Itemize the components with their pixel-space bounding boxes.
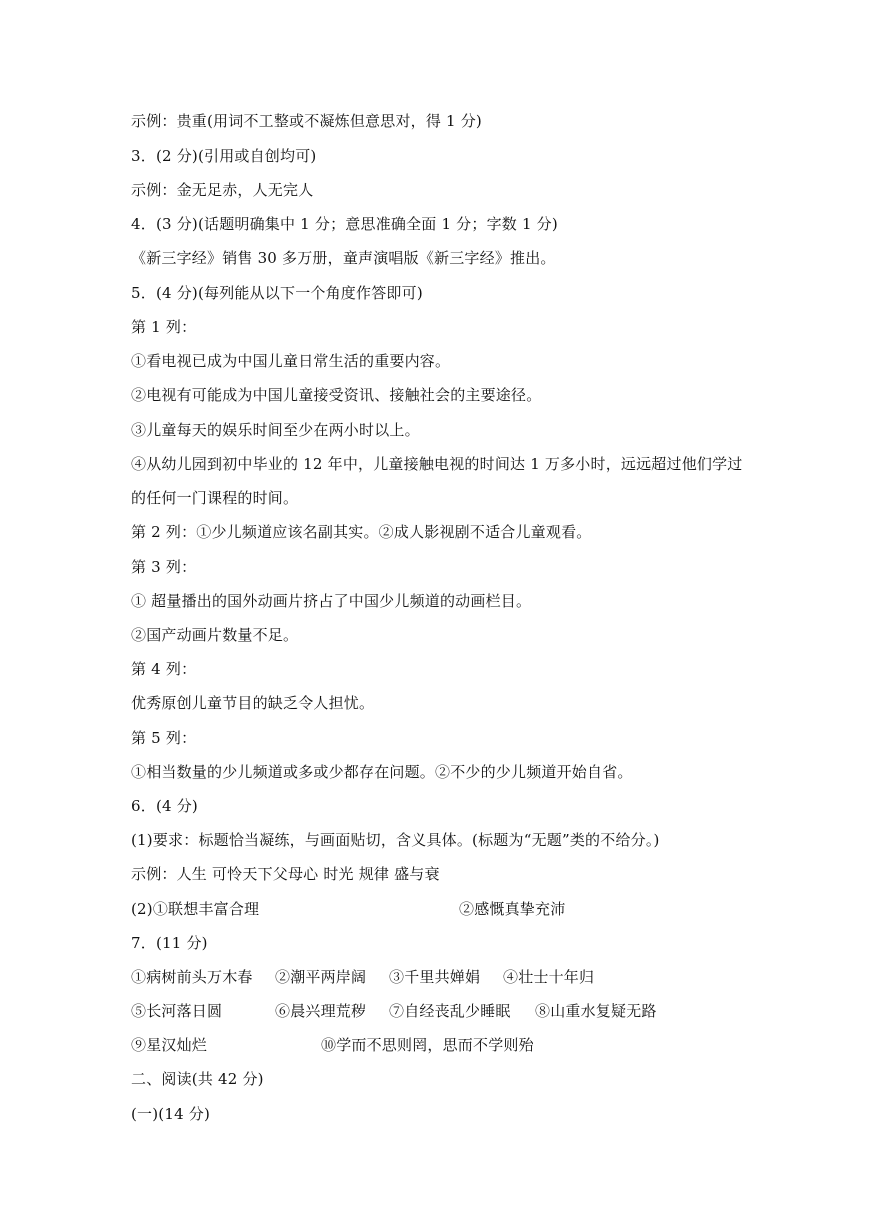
- column-4-label: 第 4 列：: [131, 660, 197, 678]
- q6-part1-examples: 示例：人生 可怜天下父母心 时光 规律 盛与衰: [131, 865, 440, 883]
- column-3-point-1: ① 超量播出的国外动画片挤占了中国少儿频道的动画栏目。: [131, 592, 532, 610]
- section-2-heading: 二、阅读(共 42 分): [131, 1070, 264, 1088]
- q7-answer-5: ⑤长河落日圆: [131, 1002, 223, 1020]
- column-5-points: ①相当数量的少儿频道或多或少都存在问题。②不少的少儿频道开始自省。: [131, 763, 633, 781]
- column-1-point-3: ③儿童每天的娱乐时间至少在两小时以上。: [131, 421, 420, 439]
- q7-answer-2: ②潮平两岸阔: [275, 968, 367, 986]
- column-2-line: 第 2 列：①少儿频道应该名副其实。②成人影视剧不适合儿童观看。: [131, 523, 592, 541]
- q4-answer-line: 《新三字经》销售 30 多万册，童声演唱版《新三字经》推出。: [131, 249, 556, 267]
- column-1-point-4: ④从幼儿园到初中毕业的 12 年中，儿童接触电视的时间达 1 万多小时，远远超过他们学过: [131, 455, 743, 473]
- column-3-point-2: ②国产动画片数量不足。: [131, 626, 299, 644]
- q3-heading: 3．(2 分)(引用或自创均可): [131, 147, 317, 165]
- q2-example-line: 示例：贵重(用词不工整或不凝炼但意思对，得 1 分): [131, 112, 482, 130]
- q6-heading: 6．(4 分): [131, 797, 198, 815]
- q3-example-line: 示例：金无足赤，人无完人: [131, 181, 314, 199]
- q7-answer-4: ④壮士十年归: [503, 968, 595, 986]
- q7-answer-9: ⑨星汉灿烂: [131, 1036, 208, 1054]
- q5-heading: 5．(4 分)(每列能从以下一个角度作答即可): [131, 284, 423, 302]
- column-1-point-2: ②电视有可能成为中国儿童接受资讯、接触社会的主要途径。: [131, 386, 542, 404]
- column-5-label: 第 5 列：: [131, 729, 197, 747]
- column-3-label: 第 3 列：: [131, 558, 197, 576]
- q7-answer-10: ⑩学而不思则罔，思而不学则殆: [321, 1036, 534, 1054]
- column-1-label: 第 1 列：: [131, 318, 197, 336]
- column-4-point: 优秀原创儿童节目的缺乏令人担忧。: [131, 694, 375, 712]
- q7-heading: 7．(11 分): [131, 934, 208, 952]
- q4-heading: 4．(3 分)(话题明确集中 1 分；意思准确全面 1 分；字数 1 分): [131, 215, 558, 233]
- q7-answer-7: ⑦自经丧乱少睡眠: [389, 1002, 511, 1020]
- q6-part2-left: (2)①联想丰富合理: [131, 900, 260, 918]
- q7-answer-6: ⑥晨兴理荒秽: [275, 1002, 367, 1020]
- subsection-1-heading: (一)(14 分): [131, 1105, 211, 1123]
- q6-part1-requirement: (1)要求：标题恰当凝练，与画面贴切，含义具体。(标题为“无题”类的不给分。): [131, 831, 660, 849]
- q7-answer-3: ③千里共婵娟: [389, 968, 481, 986]
- column-1-point-1: ①看电视已成为中国儿童日常生活的重要内容。: [131, 352, 451, 370]
- q7-answer-8: ⑧山重水复疑无路: [535, 1002, 657, 1020]
- column-1-point-4-continued: 的任何一门课程的时间。: [131, 489, 299, 507]
- q7-answer-1: ①病树前头万木春: [131, 968, 253, 986]
- q6-part2-right: ②感慨真挚充沛: [459, 900, 566, 918]
